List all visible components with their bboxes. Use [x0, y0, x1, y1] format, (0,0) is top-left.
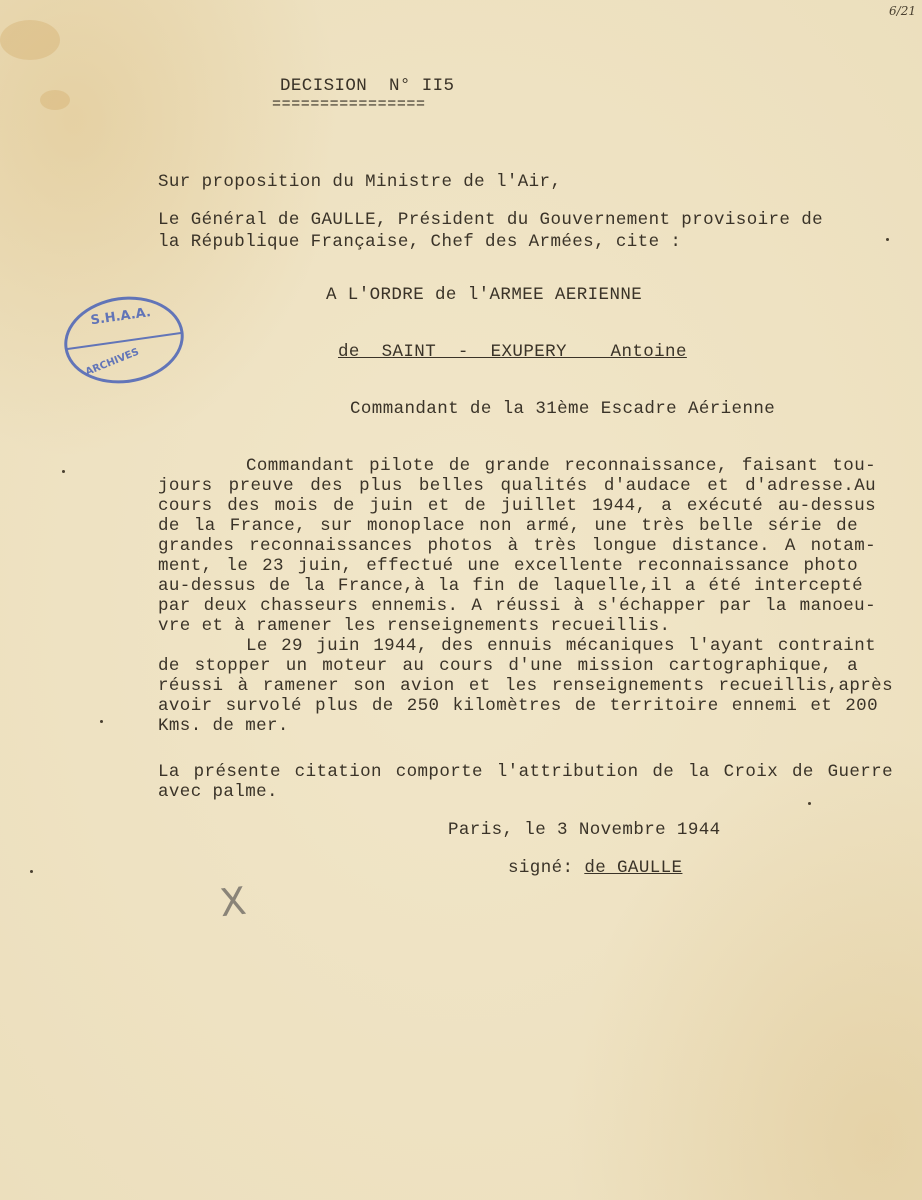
- stamp-divider: [66, 332, 183, 350]
- body-line: Commandant pilote de grande reconnaissance, faisant tou-: [246, 456, 876, 476]
- body-line: de la France, sur monoplace non armé, une très belle série de: [158, 516, 858, 536]
- place-date: Paris, le 3 Novembre 1944: [448, 820, 721, 840]
- signatory-name: de GAULLE: [584, 858, 683, 878]
- signed-prefix: signé:: [508, 858, 585, 878]
- paper-speck: [62, 470, 65, 473]
- preamble-line-1: Le Général de GAULLE, Président du Gouvernement provisoire de: [158, 210, 824, 230]
- order-heading: A L'ORDRE de l'ARMEE AERIENNE: [326, 285, 643, 305]
- body-line: vre et à ramener les renseignements recueillis.: [158, 616, 671, 636]
- body-line: réussi à ramener son avion et les renseignements recueillis,après: [158, 676, 893, 696]
- honoree-name: de SAINT - EXUPERY Antoine: [338, 342, 687, 362]
- award-line-1: La présente citation comporte l'attribution de la Croix de Guerre: [158, 762, 893, 782]
- signature-line: [508, 858, 682, 878]
- paper-stain: [40, 90, 70, 110]
- intro-line: Sur proposition du Ministre de l'Air,: [158, 172, 562, 192]
- body-line: de stopper un moteur au cours d'une mission cartographique, a: [158, 656, 858, 676]
- body-line: ment, le 23 juin, effectué une excellente reconnaissance photo: [158, 556, 858, 576]
- body-line: par deux chasseurs ennemis. A réussi à s'échapper par la manoeu-: [158, 596, 876, 616]
- paper-speck: [30, 870, 33, 873]
- paper-speck: [100, 720, 103, 723]
- body-line: grandes reconnaissances photos à très longue distance. A notam-: [158, 536, 876, 556]
- preamble-line-2: la République Française, Chef des Armées, cite :: [158, 232, 682, 252]
- stamp-bottom-text: ARCHIVES: [83, 346, 141, 379]
- body-line: au-dessus de la France,à la fin de laquelle,il a été intercepté: [158, 576, 863, 596]
- body-line: cours des mois de juin et de juillet 1944, a exécuté au-dessus: [158, 496, 876, 516]
- folio-number: 6/21: [889, 4, 916, 18]
- document-title: DECISION N° II5: [280, 76, 455, 96]
- stamp-top-text: S.H.A.A.: [89, 305, 152, 329]
- rank-line: Commandant de la 31ème Escadre Aérienne: [350, 399, 776, 419]
- paper-speck: [808, 802, 811, 805]
- body-line: Kms. de mer.: [158, 716, 289, 736]
- award-line-2: avec palme.: [158, 782, 278, 802]
- archive-stamp: [59, 289, 190, 391]
- body-line: Le 29 juin 1944, des ennuis mécaniques l'ayant contraint: [246, 636, 876, 656]
- pencil-mark: X: [217, 878, 249, 926]
- paper-stain: [0, 20, 60, 60]
- body-line: jours preuve des plus belles qualités d'audace et d'adresse.Au: [158, 476, 876, 496]
- body-line: avoir survolé plus de 250 kilomètres de territoire ennemi et 200: [158, 696, 878, 716]
- title-rule: ================: [272, 96, 426, 113]
- paper-speck: [886, 238, 889, 241]
